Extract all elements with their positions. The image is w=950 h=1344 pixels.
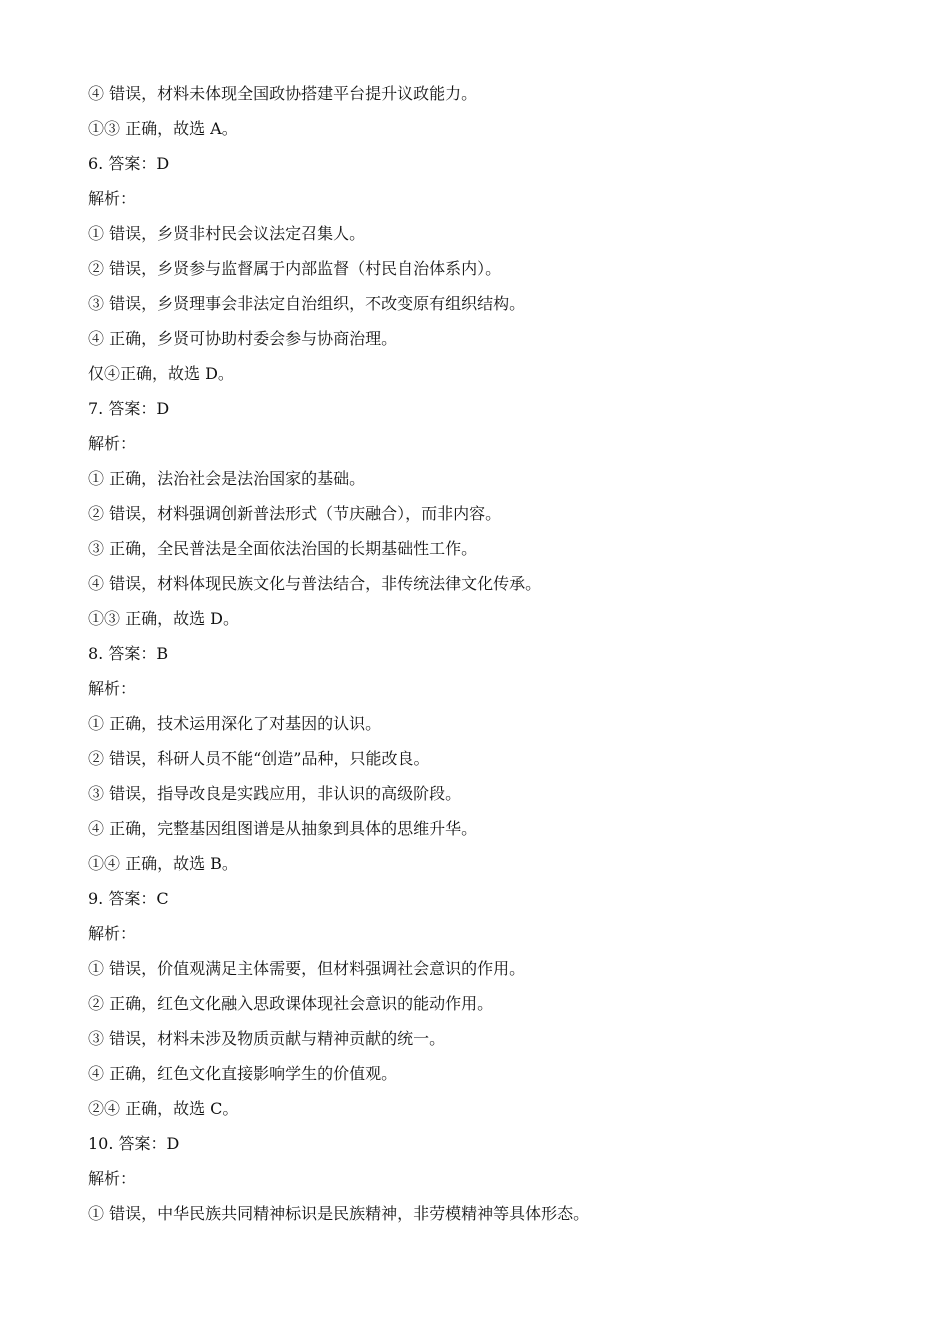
- text-line: ②④ 正确，故选 C。: [88, 1099, 239, 1118]
- text-line: ② 错误，科研人员不能“创造”品种，只能改良。: [88, 749, 430, 768]
- answer-heading: 7. 答案：D: [88, 399, 170, 418]
- document-body: [88, 76, 868, 1231]
- text-line: ③ 错误，材料未涉及物质贡献与精神贡献的统一。: [88, 1029, 446, 1048]
- text-line: ① 正确，法治社会是法治国家的基础。: [88, 469, 366, 488]
- text-line: ② 错误，乡贤参与监督属于内部监督（村民自治体系内）。: [88, 259, 502, 278]
- analysis-label: 解析：: [88, 679, 137, 698]
- text-line: ①④ 正确，故选 B。: [88, 854, 238, 873]
- answer-heading: 9. 答案：C: [88, 889, 169, 908]
- text-line: ③ 错误，乡贤理事会非法定自治组织，不改变原有组织结构。: [88, 294, 526, 313]
- analysis-label: 解析：: [88, 1169, 137, 1188]
- text-line: ③ 正确，全民普法是全面依法治国的长期基础性工作。: [88, 539, 478, 558]
- text-line: ④ 错误，材料体现民族文化与普法结合，非传统法律文化传承。: [88, 574, 542, 593]
- text-line: ① 错误，乡贤非村民会议法定召集人。: [88, 224, 366, 243]
- text-line: ①③ 正确，故选 D。: [88, 609, 240, 628]
- text-line: ④ 正确，乡贤可协助村委会参与协商治理。: [88, 329, 398, 348]
- text-line: ② 错误，材料强调创新普法形式（节庆融合），而非内容。: [88, 504, 502, 523]
- text-line: ② 正确，红色文化融入思政课体现社会意识的能动作用。: [88, 994, 494, 1013]
- text-line: ① 错误，价值观满足主体需要，但材料强调社会意识的作用。: [88, 959, 526, 978]
- answer-heading: 10. 答案：D: [88, 1134, 180, 1153]
- analysis-label: 解析：: [88, 924, 137, 943]
- text-line: ③ 错误，指导改良是实践应用，非认识的高级阶段。: [88, 784, 462, 803]
- text-line: ①③ 正确，故选 A。: [88, 119, 238, 138]
- analysis-label: 解析：: [88, 189, 137, 208]
- text-line: ① 正确，技术运用深化了对基因的认识。: [88, 714, 382, 733]
- text-line: ④ 错误，材料未体现全国政协搭建平台提升议政能力。: [88, 84, 478, 103]
- analysis-label: 解析：: [88, 434, 137, 453]
- answer-heading: 6. 答案：D: [88, 154, 170, 173]
- text-line: ④ 正确，红色文化直接影响学生的价值观。: [88, 1064, 398, 1083]
- answer-heading: 8. 答案：B: [88, 644, 169, 663]
- text-line: ① 错误，中华民族共同精神标识是民族精神，非劳模精神等具体形态。: [88, 1204, 590, 1223]
- text-line: 仅④正确，故选 D。: [88, 364, 234, 383]
- text-line: ④ 正确，完整基因组图谱是从抽象到具体的思维升华。: [88, 819, 478, 838]
